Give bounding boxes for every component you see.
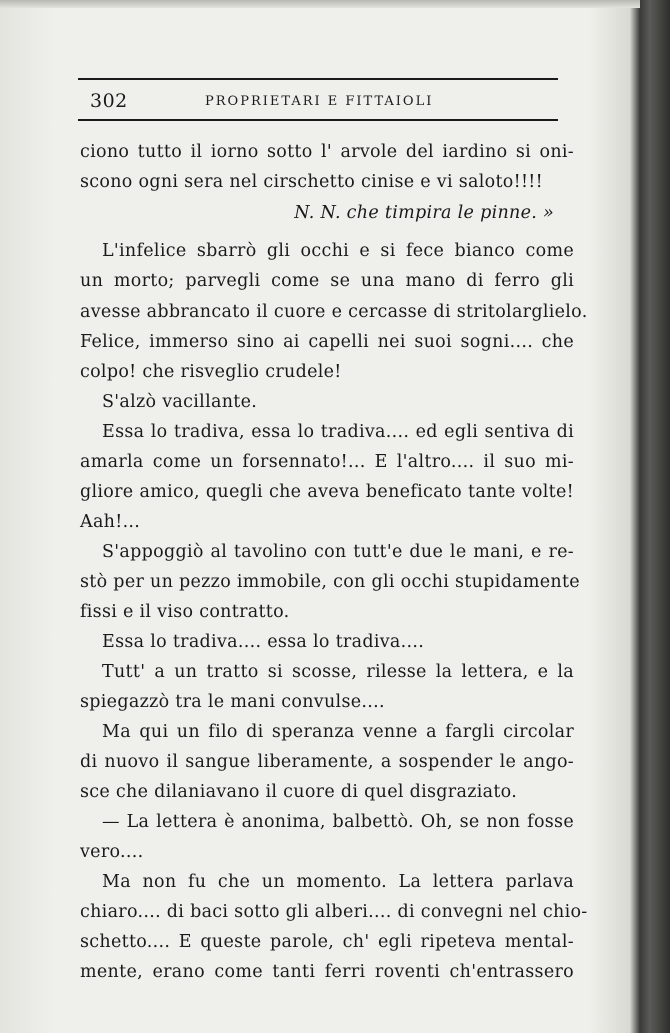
text-line: colpo! che risveglio crudele! (80, 362, 342, 382)
text-line: Tutt' a un tratto si scosse, rilesse la lettera, e la (102, 662, 574, 682)
text-line: gliore amico, quegli che aveva beneficato tante volte! (80, 482, 574, 502)
text-line: sce che dilaniavano il cuore di quel disgraziato. (80, 782, 518, 802)
text-line: di nuovo il sangue liberamente, a sospender le ango- (80, 752, 574, 772)
text-line: scono ogni sera nel cirschetto cinise e vi saloto!!!! (80, 172, 543, 192)
header-rule-top (78, 78, 558, 80)
text-line: Felice, immerso sino ai capelli nei suoi sogni.... che (80, 332, 574, 352)
text-line: schetto.... E queste parole, ch' egli ripeteva mental- (80, 932, 574, 952)
text-line: Essa lo tradiva, essa lo tradiva.... ed egli sentiva di (102, 422, 574, 442)
text-line: Ma qui un filo di speranza venne a fargli circolar (102, 722, 574, 742)
text-line: stò per un pezzo immobile, con gli occhi stupidamente (80, 572, 580, 592)
text-line: Aah!... (80, 512, 141, 532)
text-line: Essa lo tradiva.... essa lo tradiva.... (102, 632, 425, 652)
page-number: 302 (90, 90, 128, 112)
text-line: un morto; parvegli come se una mano di ferro gli (80, 271, 574, 291)
text-line: mente, erano come tanti ferri roventi ch'entrassero (80, 962, 574, 982)
page-top-edge (0, 0, 640, 8)
text-line: L'infelice sbarrò gli occhi e si fece bianco come (102, 241, 574, 261)
text-line: Ma non fu che un momento. La lettera parlava (102, 872, 574, 892)
text-line: avesse abbrancato il cuore e cercasse di stritolarglielo. (80, 302, 588, 322)
text-line: amarla come un forsennato!... E l'altro.... il suo mi- (80, 452, 574, 472)
text-line: S'appoggiò al tavolino con tutt'e due le mani, e re- (102, 542, 574, 562)
text-line: S'alzò vacillante. (102, 392, 258, 412)
text-line: vero.... (80, 842, 144, 862)
text-line: ciono tutto il iorno sotto l' arvole del iardino si oni- (80, 142, 574, 162)
text-line: fissi e il viso contratto. (80, 602, 290, 622)
header-rule-bottom (78, 119, 558, 121)
running-title: PROPRIETARI E FITTAIOLI (205, 94, 434, 109)
letter-signature: N. N. che timpira le pinne. » (294, 203, 554, 223)
text-line: — La lettera è anonima, balbettò. Oh, se non fosse (102, 812, 574, 832)
text-line: chiaro.... di baci sotto gli alberi.... di convegni nel chio- (80, 902, 588, 922)
text-line: spiegazzò tra le mani convulse.... (80, 692, 385, 712)
